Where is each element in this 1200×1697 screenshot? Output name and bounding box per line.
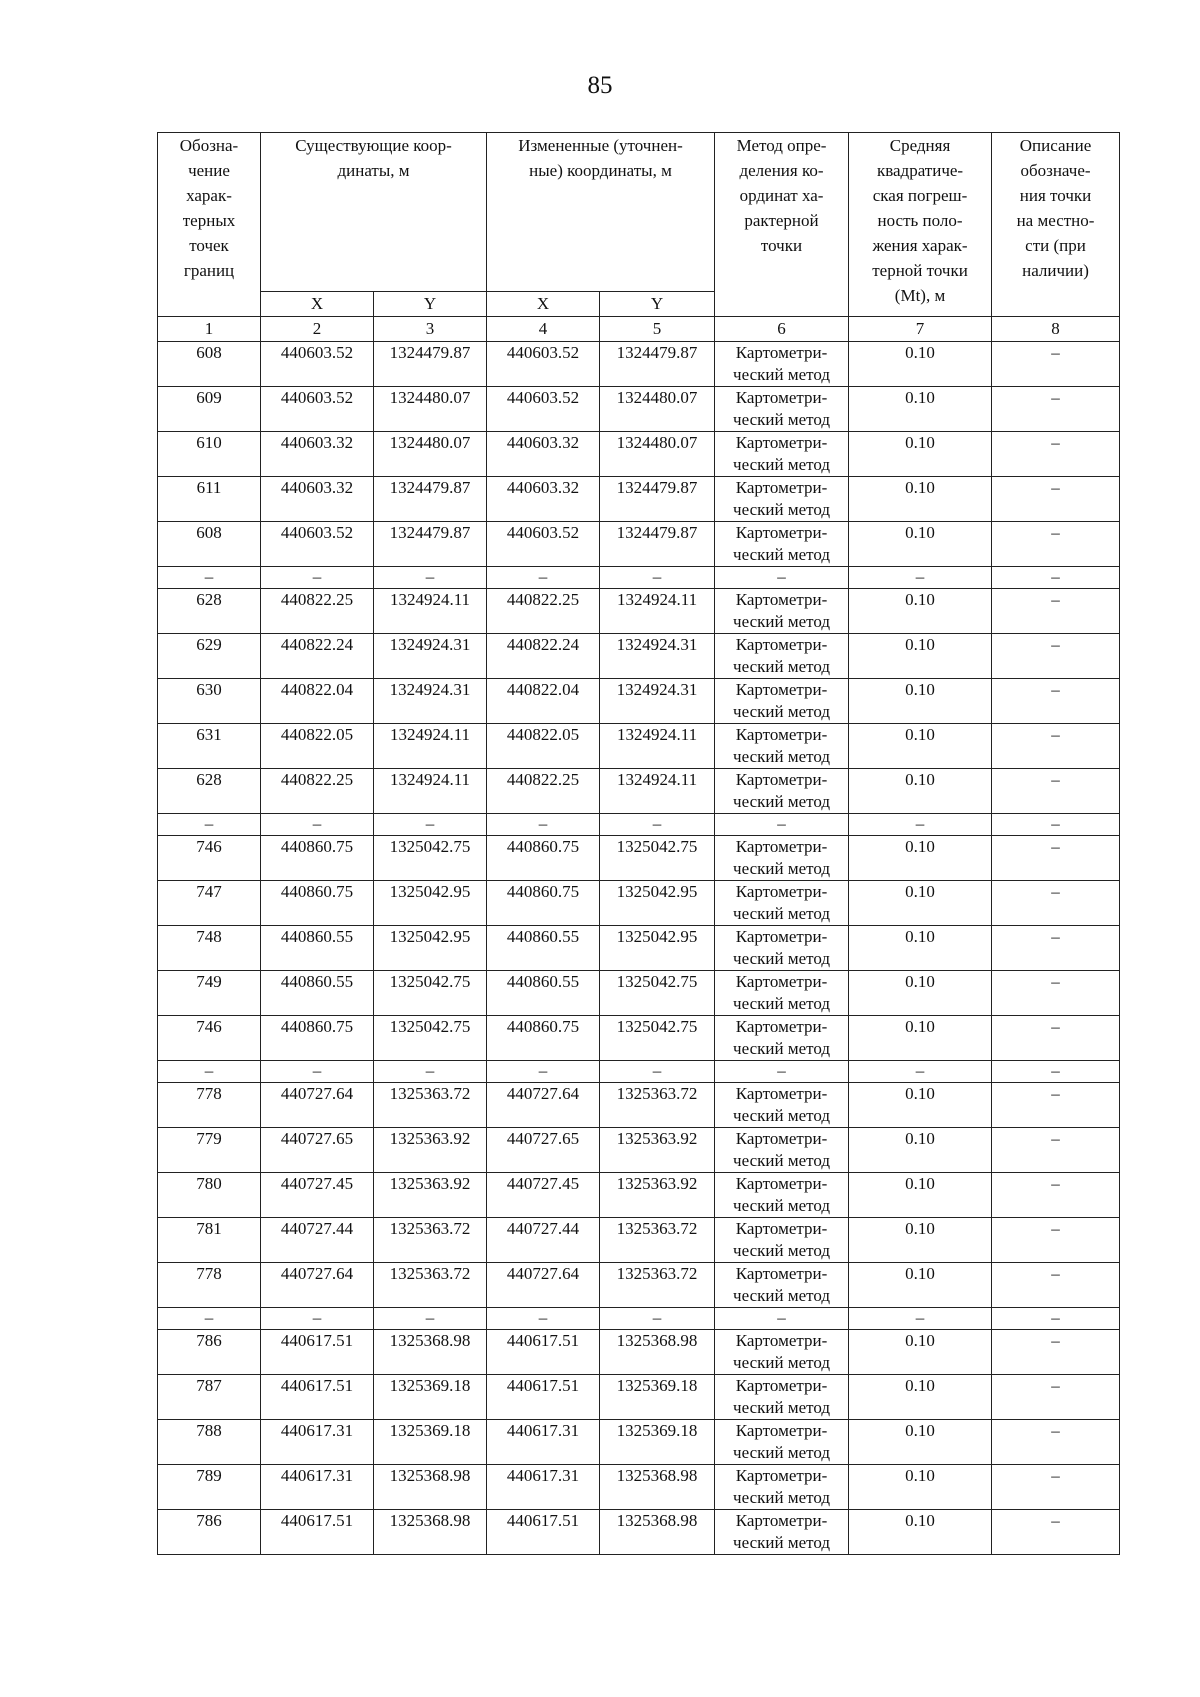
table-cell: –: [849, 814, 992, 836]
table-cell: –: [849, 1308, 992, 1330]
table-cell: 787: [158, 1375, 261, 1420]
table-cell: –: [374, 567, 487, 589]
table-cell: 440727.65: [487, 1128, 600, 1173]
table-cell: 440822.24: [487, 634, 600, 679]
table-cell: 1324480.07: [600, 432, 715, 477]
table-cell: –: [992, 1016, 1120, 1061]
table-cell: –: [158, 1061, 261, 1083]
table-cell: 0.10: [849, 1016, 992, 1061]
table-cell: 0.10: [849, 432, 992, 477]
table-cell: 1325363.92: [374, 1173, 487, 1218]
header-changed-coords: Измененные (уточнен- ные) координаты, м: [487, 133, 715, 292]
table-cell: –: [992, 1173, 1120, 1218]
table-cell: –: [849, 1061, 992, 1083]
table-cell: 1324480.07: [374, 387, 487, 432]
table-cell: 1324479.87: [600, 342, 715, 387]
table-cell: 440860.75: [261, 881, 374, 926]
separator-row: [158, 814, 1120, 836]
table-cell: 440617.31: [261, 1465, 374, 1510]
table-cell: Картометри- ческий метод: [715, 1510, 849, 1555]
table-cell: 440860.55: [261, 926, 374, 971]
table-cell: 440603.52: [261, 522, 374, 567]
table-cell: 780: [158, 1173, 261, 1218]
table-cell: 1324480.07: [600, 387, 715, 432]
table-cell: Картометри- ческий метод: [715, 971, 849, 1016]
table-cell: –: [992, 342, 1120, 387]
table-cell: Картометри- ческий метод: [715, 881, 849, 926]
table-cell: 608: [158, 342, 261, 387]
table-cell: 0.10: [849, 1263, 992, 1308]
table-cell: 0.10: [849, 589, 992, 634]
table-cell: –: [992, 432, 1120, 477]
table-cell: 0.10: [849, 971, 992, 1016]
table-cell: 778: [158, 1083, 261, 1128]
table-cell: Картометри- ческий метод: [715, 769, 849, 814]
table-cell: 1324924.11: [374, 724, 487, 769]
table-cell: 1325363.72: [374, 1083, 487, 1128]
table-cell: –: [992, 814, 1120, 836]
table-row: [158, 724, 1120, 769]
table-cell: 440603.52: [487, 342, 600, 387]
table-cell: 440603.52: [487, 387, 600, 432]
table-row: [158, 1128, 1120, 1173]
table-cell: –: [600, 567, 715, 589]
table-cell: 1325042.75: [374, 1016, 487, 1061]
column-number: 2: [261, 317, 374, 342]
table-cell: 786: [158, 1510, 261, 1555]
table-cell: 440860.75: [487, 1016, 600, 1061]
table-cell: –: [992, 1375, 1120, 1420]
table-cell: 440617.51: [487, 1375, 600, 1420]
table-cell: 1325368.98: [374, 1510, 487, 1555]
table-cell: –: [158, 1308, 261, 1330]
table-cell: 0.10: [849, 1218, 992, 1263]
table-cell: 0.10: [849, 477, 992, 522]
table-cell: 440603.32: [487, 432, 600, 477]
column-number: 3: [374, 317, 487, 342]
table-cell: 778: [158, 1263, 261, 1308]
table-cell: 440860.75: [487, 836, 600, 881]
header-mean-error: Средняя квадратиче- ская погреш- ность поло- жения харак- терной точки (Mt), м: [849, 133, 992, 317]
table-cell: –: [158, 567, 261, 589]
table-row: [158, 1263, 1120, 1308]
table-cell: –: [992, 589, 1120, 634]
table-cell: 440822.25: [261, 589, 374, 634]
table-cell: 1324479.87: [374, 522, 487, 567]
table-cell: 440727.44: [487, 1218, 600, 1263]
column-number: 7: [849, 317, 992, 342]
table-cell: –: [992, 1510, 1120, 1555]
table-cell: 746: [158, 836, 261, 881]
table-cell: 630: [158, 679, 261, 724]
table-cell: 1325042.75: [374, 971, 487, 1016]
table-cell: Картометри- ческий метод: [715, 1420, 849, 1465]
table-cell: 1325042.75: [600, 836, 715, 881]
table-cell: –: [600, 1308, 715, 1330]
table-cell: 440860.75: [261, 1016, 374, 1061]
table-cell: 610: [158, 432, 261, 477]
table-cell: –: [715, 567, 849, 589]
table-cell: 440860.55: [487, 926, 600, 971]
table-cell: 1325042.75: [374, 836, 487, 881]
table-cell: –: [992, 1465, 1120, 1510]
table-cell: Картометри- ческий метод: [715, 679, 849, 724]
table-cell: 1324479.87: [374, 342, 487, 387]
table-cell: 440727.65: [261, 1128, 374, 1173]
table-row: [158, 477, 1120, 522]
table-cell: –: [600, 814, 715, 836]
table-row: [158, 342, 1120, 387]
table-cell: –: [992, 634, 1120, 679]
table-cell: 1325369.18: [374, 1375, 487, 1420]
table-cell: 748: [158, 926, 261, 971]
table-cell: –: [487, 567, 600, 589]
column-number-row: [158, 317, 1120, 342]
table-cell: 440822.04: [261, 679, 374, 724]
table-cell: 440822.05: [261, 724, 374, 769]
table-cell: Картометри- ческий метод: [715, 432, 849, 477]
table-cell: 440617.31: [487, 1465, 600, 1510]
table-cell: 1324924.11: [600, 724, 715, 769]
table-cell: –: [374, 1308, 487, 1330]
table-cell: Картометри- ческий метод: [715, 589, 849, 634]
table-cell: Картометри- ческий метод: [715, 1375, 849, 1420]
table-cell: 1325369.18: [600, 1420, 715, 1465]
table-cell: –: [992, 926, 1120, 971]
table-cell: –: [715, 1061, 849, 1083]
table-row: [158, 1420, 1120, 1465]
table-cell: 0.10: [849, 769, 992, 814]
table-cell: 440727.45: [261, 1173, 374, 1218]
table-cell: 0.10: [849, 836, 992, 881]
table-cell: Картометри- ческий метод: [715, 1263, 849, 1308]
table-cell: 0.10: [849, 881, 992, 926]
table-cell: 1325363.72: [600, 1083, 715, 1128]
table-cell: 746: [158, 1016, 261, 1061]
table-row: [158, 836, 1120, 881]
table-cell: –: [992, 1308, 1120, 1330]
table-cell: 1325363.92: [600, 1173, 715, 1218]
column-number: 8: [992, 317, 1120, 342]
table-cell: 608: [158, 522, 261, 567]
table-cell: 440822.25: [261, 769, 374, 814]
table-cell: 0.10: [849, 1083, 992, 1128]
table-cell: 1325363.72: [374, 1218, 487, 1263]
table-cell: 631: [158, 724, 261, 769]
table-cell: 1325042.95: [600, 881, 715, 926]
table-cell: 1325368.98: [374, 1330, 487, 1375]
table-cell: 440617.51: [261, 1510, 374, 1555]
table-cell: Картометри- ческий метод: [715, 1330, 849, 1375]
table-row: [158, 926, 1120, 971]
table-row: [158, 769, 1120, 814]
table-cell: 440603.32: [261, 477, 374, 522]
table-row: [158, 387, 1120, 432]
table-cell: –: [374, 1061, 487, 1083]
table-cell: 440822.05: [487, 724, 600, 769]
table-cell: –: [849, 567, 992, 589]
table-cell: 786: [158, 1330, 261, 1375]
table-cell: Картометри- ческий метод: [715, 1173, 849, 1218]
coordinates-table: [157, 132, 1120, 1555]
table-cell: –: [261, 1061, 374, 1083]
header-description: Описание обозначе- ния точки на местно- сти (при наличии): [992, 133, 1120, 317]
table-cell: 440617.51: [261, 1330, 374, 1375]
table-cell: Картометри- ческий метод: [715, 1218, 849, 1263]
table-cell: 1324924.31: [600, 679, 715, 724]
table-cell: 1324479.87: [374, 477, 487, 522]
table-cell: –: [992, 1128, 1120, 1173]
header-point: Обозна- чение харак- терных точек границ: [158, 133, 261, 317]
header-y-changed: Y: [600, 292, 715, 317]
table-cell: 440727.64: [261, 1263, 374, 1308]
column-number: 1: [158, 317, 261, 342]
table-cell: 1325042.95: [374, 926, 487, 971]
table-row: [158, 1016, 1120, 1061]
table-cell: 0.10: [849, 1420, 992, 1465]
table-cell: 0.10: [849, 1510, 992, 1555]
table-cell: 440860.75: [487, 881, 600, 926]
column-number: 6: [715, 317, 849, 342]
table-cell: 0.10: [849, 724, 992, 769]
table-cell: 440603.32: [261, 432, 374, 477]
table-cell: 440617.31: [487, 1420, 600, 1465]
page-number: 85: [587, 72, 613, 99]
table-row: [158, 1083, 1120, 1128]
table-cell: –: [992, 1083, 1120, 1128]
table-cell: Картометри- ческий метод: [715, 724, 849, 769]
header-method: Метод опре- деления ко- ординат ха- рактерной точки: [715, 133, 849, 317]
table-cell: 0.10: [849, 926, 992, 971]
table-cell: –: [261, 1308, 374, 1330]
header-x-changed: X: [487, 292, 600, 317]
table-cell: 1325369.18: [374, 1420, 487, 1465]
table-cell: 440727.64: [261, 1083, 374, 1128]
table-cell: 628: [158, 769, 261, 814]
table-cell: 440860.55: [487, 971, 600, 1016]
table-cell: 1324479.87: [600, 522, 715, 567]
table-cell: –: [992, 387, 1120, 432]
table-cell: –: [992, 679, 1120, 724]
table-row: [158, 522, 1120, 567]
table-cell: 0.10: [849, 1330, 992, 1375]
table-cell: –: [992, 522, 1120, 567]
table-cell: 440822.25: [487, 769, 600, 814]
table-cell: –: [992, 1263, 1120, 1308]
table-cell: Картометри- ческий метод: [715, 387, 849, 432]
table-cell: –: [487, 1308, 600, 1330]
table-cell: 1324924.31: [374, 679, 487, 724]
table-cell: 1325042.75: [600, 1016, 715, 1061]
table-row: [158, 1375, 1120, 1420]
table-cell: –: [261, 814, 374, 836]
table-cell: –: [992, 724, 1120, 769]
table-cell: 440727.64: [487, 1263, 600, 1308]
table-row: [158, 1173, 1120, 1218]
table-cell: 1324924.11: [374, 589, 487, 634]
table-cell: Картометри- ческий метод: [715, 522, 849, 567]
table-cell: 0.10: [849, 522, 992, 567]
table-cell: Картометри- ческий метод: [715, 1128, 849, 1173]
table-cell: 0.10: [849, 342, 992, 387]
table-row: [158, 1510, 1120, 1555]
table-cell: 747: [158, 881, 261, 926]
table-cell: 0.10: [849, 387, 992, 432]
table-cell: 629: [158, 634, 261, 679]
table-cell: 1325363.72: [600, 1263, 715, 1308]
table-cell: 611: [158, 477, 261, 522]
table-cell: 440727.64: [487, 1083, 600, 1128]
table-cell: 1324480.07: [374, 432, 487, 477]
table-cell: 0.10: [849, 679, 992, 724]
table-cell: –: [374, 814, 487, 836]
table-cell: 1325042.95: [600, 926, 715, 971]
table-cell: 1325363.92: [600, 1128, 715, 1173]
table-cell: 0.10: [849, 1375, 992, 1420]
table-row: [158, 589, 1120, 634]
column-number: 5: [600, 317, 715, 342]
table-cell: 440617.51: [487, 1330, 600, 1375]
table-cell: 779: [158, 1128, 261, 1173]
table-cell: Картометри- ческий метод: [715, 1083, 849, 1128]
table-cell: 440603.52: [487, 522, 600, 567]
table-row: [158, 432, 1120, 477]
table-cell: –: [487, 1061, 600, 1083]
table-cell: 440860.75: [261, 836, 374, 881]
table-cell: 609: [158, 387, 261, 432]
table-cell: 1325369.18: [600, 1375, 715, 1420]
table-cell: 628: [158, 589, 261, 634]
table-cell: Картометри- ческий метод: [715, 836, 849, 881]
table-cell: –: [992, 769, 1120, 814]
table-cell: –: [992, 477, 1120, 522]
table-cell: –: [992, 881, 1120, 926]
table-cell: –: [992, 836, 1120, 881]
table-cell: 440822.04: [487, 679, 600, 724]
table-cell: –: [158, 814, 261, 836]
table-cell: 781: [158, 1218, 261, 1263]
table-cell: Картометри- ческий метод: [715, 477, 849, 522]
table-cell: 440860.55: [261, 971, 374, 1016]
table-cell: 1325363.92: [374, 1128, 487, 1173]
table-cell: Картометри- ческий метод: [715, 342, 849, 387]
table-cell: –: [992, 1420, 1120, 1465]
table-cell: 0.10: [849, 1173, 992, 1218]
table-cell: 440822.24: [261, 634, 374, 679]
table-row: [158, 1330, 1120, 1375]
table-cell: 1324924.31: [600, 634, 715, 679]
table-cell: 440727.44: [261, 1218, 374, 1263]
table-cell: –: [992, 1061, 1120, 1083]
table-cell: 0.10: [849, 634, 992, 679]
table-cell: –: [487, 814, 600, 836]
table-row: [158, 881, 1120, 926]
table-cell: 440603.52: [261, 342, 374, 387]
table-cell: –: [992, 971, 1120, 1016]
table-cell: 440617.51: [487, 1510, 600, 1555]
table-cell: Картометри- ческий метод: [715, 1016, 849, 1061]
table-cell: 1325368.98: [600, 1330, 715, 1375]
table-body: [158, 342, 1120, 1555]
table-cell: Картометри- ческий метод: [715, 634, 849, 679]
table-cell: –: [261, 567, 374, 589]
table-row: [158, 971, 1120, 1016]
table-cell: 1324479.87: [600, 477, 715, 522]
column-number: 4: [487, 317, 600, 342]
table-cell: 440603.52: [261, 387, 374, 432]
table-cell: 1324924.11: [374, 769, 487, 814]
separator-row: [158, 567, 1120, 589]
separator-row: [158, 1308, 1120, 1330]
table-cell: –: [715, 814, 849, 836]
table-cell: –: [992, 567, 1120, 589]
header-y-existing: Y: [374, 292, 487, 317]
table-cell: 1325042.95: [374, 881, 487, 926]
table-cell: 440727.45: [487, 1173, 600, 1218]
table-cell: 1325363.72: [374, 1263, 487, 1308]
table-row: [158, 634, 1120, 679]
table-row: [158, 1465, 1120, 1510]
table-cell: 1325042.75: [600, 971, 715, 1016]
table-cell: 440617.31: [261, 1420, 374, 1465]
table-cell: 1325368.98: [600, 1465, 715, 1510]
table-cell: –: [992, 1330, 1120, 1375]
table-cell: 1324924.11: [600, 769, 715, 814]
table-cell: Картометри- ческий метод: [715, 926, 849, 971]
header-x-existing: X: [261, 292, 374, 317]
table-cell: 0.10: [849, 1465, 992, 1510]
table-cell: –: [992, 1218, 1120, 1263]
table-cell: 440603.32: [487, 477, 600, 522]
table-cell: 788: [158, 1420, 261, 1465]
table-row: [158, 679, 1120, 724]
table-cell: 1325368.98: [600, 1510, 715, 1555]
table-cell: Картометри- ческий метод: [715, 1465, 849, 1510]
separator-row: [158, 1061, 1120, 1083]
table-cell: 1325368.98: [374, 1465, 487, 1510]
table-cell: –: [715, 1308, 849, 1330]
table-cell: 1325363.72: [600, 1218, 715, 1263]
table-cell: 440617.51: [261, 1375, 374, 1420]
table-cell: 749: [158, 971, 261, 1016]
table-cell: –: [600, 1061, 715, 1083]
table-cell: 789: [158, 1465, 261, 1510]
table-cell: 440822.25: [487, 589, 600, 634]
table-cell: 0.10: [849, 1128, 992, 1173]
table-cell: 1324924.31: [374, 634, 487, 679]
table-cell: 1324924.11: [600, 589, 715, 634]
table-row: [158, 1218, 1120, 1263]
header-existing-coords: Существующие коор- динаты, м: [261, 133, 487, 292]
